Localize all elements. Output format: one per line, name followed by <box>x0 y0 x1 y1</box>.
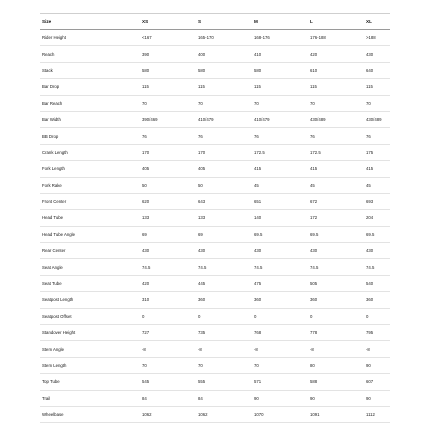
value-m: 45 <box>252 177 308 193</box>
value-s: 69 <box>196 226 252 242</box>
value-s: 580 <box>196 62 252 78</box>
value-m: 90 <box>252 390 308 406</box>
table-row <box>40 161 390 177</box>
value-xs: 620 <box>140 193 196 209</box>
value-m: 70 <box>252 357 308 373</box>
value-m: 74.5 <box>252 259 308 275</box>
value-s: 70 <box>196 95 252 111</box>
value-xl: 76 <box>364 128 390 144</box>
table-row <box>40 144 390 160</box>
value-m: 580 <box>252 62 308 78</box>
row-label: Wheelbase <box>40 406 140 422</box>
value-l: 172.5 <box>308 144 364 160</box>
row-label: BB Drop <box>40 128 140 144</box>
value-s: 405 <box>196 161 252 177</box>
table-row <box>40 128 390 144</box>
value-xs: 115 <box>140 79 196 95</box>
row-label: Bar Width <box>40 111 140 127</box>
table-row <box>40 30 390 46</box>
value-xl: 45 <box>364 177 390 193</box>
value-xs: 390 <box>140 46 196 62</box>
header-row <box>40 14 390 30</box>
value-s: 360 <box>196 292 252 308</box>
value-xs: 74.5 <box>140 259 196 275</box>
row-label: Bar Reach <box>40 95 140 111</box>
value-m: 360 <box>252 292 308 308</box>
row-label: Head Tube Angle <box>40 226 140 242</box>
value-m: 651 <box>252 193 308 209</box>
value-s: 84 <box>196 390 252 406</box>
value-m: 140 <box>252 210 308 226</box>
value-s: 115 <box>196 79 252 95</box>
table-row <box>40 226 390 242</box>
table-row <box>40 95 390 111</box>
value-xl: 70 <box>364 95 390 111</box>
value-l: 0 <box>308 308 364 324</box>
row-label: Fork Rake <box>40 177 140 193</box>
table-row <box>40 62 390 78</box>
value-s: 430 <box>196 243 252 259</box>
value-m: 70 <box>252 95 308 111</box>
value-m: -8 <box>252 341 308 357</box>
value-m: 69.5 <box>252 226 308 242</box>
row-label: Top Tube <box>40 374 140 390</box>
value-s: 445 <box>196 275 252 291</box>
value-xs: 84 <box>140 390 196 406</box>
value-xl: 693 <box>364 193 390 209</box>
value-xl: 540 <box>364 275 390 291</box>
table-row <box>40 292 390 308</box>
value-xl: 0 <box>364 308 390 324</box>
header-l: L <box>308 14 364 30</box>
geometry-table-header <box>40 14 390 30</box>
row-label: Stem Angle <box>40 341 140 357</box>
row-label: Seat Angle <box>40 259 140 275</box>
value-xs: 1062 <box>140 406 196 422</box>
value-xl: -8 <box>364 341 390 357</box>
value-l: 430/489 <box>308 111 364 127</box>
value-l: 45 <box>308 177 364 193</box>
value-xs: 405 <box>140 161 196 177</box>
value-s: 165-170 <box>196 30 252 46</box>
value-l: 505 <box>308 275 364 291</box>
value-l: 1091 <box>308 406 364 422</box>
value-xl: 1112 <box>364 406 390 422</box>
value-xs: 430 <box>140 243 196 259</box>
table-row <box>40 406 390 422</box>
value-s: 410/479 <box>196 111 252 127</box>
value-m: 410 <box>252 46 308 62</box>
table-row <box>40 111 390 127</box>
value-xl: 430/489 <box>364 111 390 127</box>
value-xs: 70 <box>140 95 196 111</box>
value-xl: 74.5 <box>364 259 390 275</box>
value-m: 430 <box>252 243 308 259</box>
value-s: 133 <box>196 210 252 226</box>
value-xl: 69.5 <box>364 226 390 242</box>
value-xl: 90 <box>364 357 390 373</box>
value-l: 672 <box>308 193 364 209</box>
header-xl: XL <box>364 14 390 30</box>
table-row <box>40 259 390 275</box>
row-label: Head Tube <box>40 210 140 226</box>
row-label: Stack <box>40 62 140 78</box>
value-m: 475 <box>252 275 308 291</box>
table-row <box>40 193 390 209</box>
value-xs: 70 <box>140 357 196 373</box>
row-label: Standover Height <box>40 325 140 341</box>
value-xs: 390/469 <box>140 111 196 127</box>
value-xl: 90 <box>364 390 390 406</box>
row-label: Seatpost Length <box>40 292 140 308</box>
value-l: 778 <box>308 325 364 341</box>
table-row <box>40 79 390 95</box>
table-row <box>40 177 390 193</box>
value-xs: <167 <box>140 30 196 46</box>
value-l: 176-188 <box>308 30 364 46</box>
table-row <box>40 308 390 324</box>
value-m: 571 <box>252 374 308 390</box>
value-m: 1070 <box>252 406 308 422</box>
value-xs: 545 <box>140 374 196 390</box>
table-row <box>40 357 390 373</box>
value-xl: 204 <box>364 210 390 226</box>
value-l: 430 <box>308 243 364 259</box>
value-xl: 430 <box>364 243 390 259</box>
value-xl: 115 <box>364 79 390 95</box>
header-size: Size <box>40 14 140 30</box>
value-l: 115 <box>308 79 364 95</box>
value-m: 410/479 <box>252 111 308 127</box>
table-row <box>40 243 390 259</box>
geometry-table-body <box>40 30 390 423</box>
value-xs: 76 <box>140 128 196 144</box>
value-xs: 69 <box>140 226 196 242</box>
value-xl: 415 <box>364 161 390 177</box>
value-s: 0 <box>196 308 252 324</box>
row-label: Stem Length <box>40 357 140 373</box>
value-xl: 795 <box>364 325 390 341</box>
row-label: Reach <box>40 46 140 62</box>
value-xs: 133 <box>140 210 196 226</box>
header-m: M <box>252 14 308 30</box>
table-row <box>40 390 390 406</box>
row-label: Front Center <box>40 193 140 209</box>
row-label: Rider Height <box>40 30 140 46</box>
value-xs: -8 <box>140 341 196 357</box>
value-m: 768 <box>252 325 308 341</box>
value-l: 610 <box>308 62 364 78</box>
value-m: 172.5 <box>252 144 308 160</box>
row-label: Crank Length <box>40 144 140 160</box>
value-s: 74.5 <box>196 259 252 275</box>
row-label: Trail <box>40 390 140 406</box>
value-l: 588 <box>308 374 364 390</box>
value-xs: 0 <box>140 308 196 324</box>
table-row <box>40 210 390 226</box>
value-l: 69.5 <box>308 226 364 242</box>
value-s: 735 <box>196 325 252 341</box>
value-s: 76 <box>196 128 252 144</box>
table-row <box>40 341 390 357</box>
value-l: 415 <box>308 161 364 177</box>
row-label: Seatpost Offset <box>40 308 140 324</box>
value-xs: 170 <box>140 144 196 160</box>
row-label: Seat Tube <box>40 275 140 291</box>
value-l: 360 <box>308 292 364 308</box>
table-row <box>40 325 390 341</box>
value-xs: 50 <box>140 177 196 193</box>
header-xs: XS <box>140 14 196 30</box>
value-l: 76 <box>308 128 364 144</box>
value-xs: 420 <box>140 275 196 291</box>
geometry-table <box>40 13 390 423</box>
table-row <box>40 275 390 291</box>
table-row <box>40 46 390 62</box>
value-s: 50 <box>196 177 252 193</box>
value-l: 70 <box>308 95 364 111</box>
value-m: 0 <box>252 308 308 324</box>
value-l: 172 <box>308 210 364 226</box>
value-xl: 640 <box>364 62 390 78</box>
value-xl: >188 <box>364 30 390 46</box>
value-s: 1062 <box>196 406 252 422</box>
row-label: Rear Center <box>40 243 140 259</box>
value-s: 555 <box>196 374 252 390</box>
value-l: 90 <box>308 390 364 406</box>
value-s: 643 <box>196 193 252 209</box>
value-l: 74.5 <box>308 259 364 275</box>
value-xl: 175 <box>364 144 390 160</box>
value-xl: 430 <box>364 46 390 62</box>
value-m: 115 <box>252 79 308 95</box>
value-l: 420 <box>308 46 364 62</box>
table-row <box>40 374 390 390</box>
value-xl: 360 <box>364 292 390 308</box>
row-label: Fork Length <box>40 161 140 177</box>
value-m: 76 <box>252 128 308 144</box>
row-label: Bar Drop <box>40 79 140 95</box>
value-xl: 607 <box>364 374 390 390</box>
value-xs: 580 <box>140 62 196 78</box>
header-s: S <box>196 14 252 30</box>
value-s: -8 <box>196 341 252 357</box>
value-l: 80 <box>308 357 364 373</box>
value-s: 400 <box>196 46 252 62</box>
value-l: -8 <box>308 341 364 357</box>
value-s: 170 <box>196 144 252 160</box>
value-xs: 727 <box>140 325 196 341</box>
value-s: 70 <box>196 357 252 373</box>
value-m: 168-176 <box>252 30 308 46</box>
value-xs: 310 <box>140 292 196 308</box>
value-m: 415 <box>252 161 308 177</box>
